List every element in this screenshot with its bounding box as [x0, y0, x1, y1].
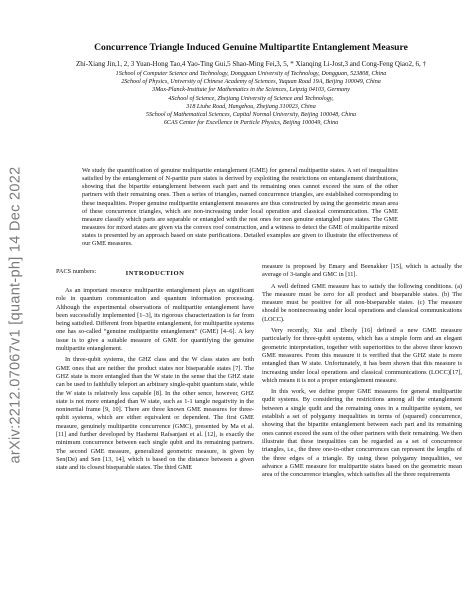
paragraph: In three-qubit systems, the GHZ class and the W class states are both GME ones that are neither the product states nor biseparable states [7]. The GHZ state is more entangled than the W state in the sense that the GHZ state can be used to faithfully teleport an arbitrary single-qubit quantum state, while the W state is relatively less capable [8]. In the other sence, however, GHZ state is not more entangled than W state, such as 1-1 tangle negativity in the noninertial frame [9, 10]. There are three known GME measures for three-qubit systems, which are either equivalent or dependent. The first GME measure, genuinely multipartite concurrence (GMC), presented by Ma et al. [11] and further developed by Hashemi Rafsanjani et al. [12], is exactly the minimum concurrence between each single qubit and its remaining partners. The second GME measure, generalized geometric measure, is given by Sen(De) and Sen [13, 14], which is based on the distance between a given state and its closest biseparable states. The third GME [56, 356, 254, 472]
affiliation-2: 2School of Physics, University of Chinese Academy of Sciences, Yuquan Road 19A, Beijing 100049, China [121, 79, 381, 86]
affiliation-5: 5School of Mathematical Sciences, Capital Normal University, Beijing 100048, China [145, 112, 357, 119]
paragraph: As an important resource multipartite entanglement plays an significant role in quantum communication and quantum information processing. Although the experimental observations of multipartite entanglement have been successfully implemented [1–3], its rigorous characterization is far from being satisfied. Different from bipartite entanglement, for multipartite systems one has so-called “genuine multipartite entanglement” (GME) [4–6]. A key issue is to give a suitable measure of GME for quantifying the genuine multipartite entanglement. [56, 287, 254, 353]
affiliation-3: 3Max-Planck-Institute for Mathematics in the Sciences, Leipzig 04103, Germany [152, 87, 350, 94]
affiliation-4-address: 318 Liuhe Road, Hangzhou, Zhejiang 310023, China [186, 103, 316, 110]
section-heading-introduction: INTRODUCTION [125, 270, 185, 277]
author-list: Zhi-Xiang Jin,1, 2, 3 Yuan-Hong Tao,4 Yao-Ting Gui,5 Shao-Ming Fei,3, 5, * Xianqing Li-Jost,3 and Cong-Feng Qiao2, 6, † [75, 60, 427, 68]
abstract: We study the quantification of genuine multipartite entanglement (GME) for general multipartite states. A set of inequalities satisfied by the entanglement of N-partite pure states is derived by exploiting the restrictions on entanglement distributions, showing that the bipartite entanglement between each part and its remaining ones cannot exceed the sum of the other partners with their remaining ones. Then a series of triangles, named concurrence triangles, are established corresponding to these inequalities. Proper genuine multipartite entanglement measures are thus constructed by using the geometric mean area of these concurrence triangles, which are non-increasing under local operation and classical communication. The GME measure classify which parts are separable or entangled with the rest ones for non genuine entangled pure states. The GME measures for mixed states are given via the convex roof construction, and a witness to detect the GME of multipartite mixed states is presented by an approach based on state purifications. Detailed examples are given to illustrate the effectiveness of our GME measures. [82, 167, 398, 248]
arxiv-identifier-text: arXiv:2212.07067v1 [quant-ph] 14 Dec 2022 [7, 166, 23, 464]
affiliation-6: 6CAS Center for Excellence in Particle Physics, Beijing 100049, China [163, 120, 339, 127]
paragraph: A well defined GME measure has to satisfy the following conditions. (a) The measure must be zero for all product and biseparable states. (b) The measure must be positive for all non-biseparable states. (c) The measure should be noninecreasing under local operations and classical communications (LOCC). [262, 282, 462, 323]
right-column [262, 263, 462, 482]
affiliations [40, 70, 462, 127]
paper-title: Concurrence Triangle Induced Genuine Multipartite Entanglement Measure [94, 42, 408, 53]
left-column [56, 263, 254, 476]
pacs-numbers: PACS numbers: [56, 268, 97, 275]
arxiv-identifier [3, 150, 27, 480]
affiliation-1: 1School of Computer Science and Technology, Dongguan University of Technology, Dongguan, 523808, China [115, 71, 387, 77]
affiliation-4: 4School of Science, Zhejiang University of Science and Technology, [168, 95, 334, 102]
paragraph: Very recently, Xie and Eberly [16] defined a new GME measure particularly for three-qubit systems, which has a simple form and an elegant geometric interpretation, together with superiorities to the above three known GME measures. From this measure it is verified that the GHZ state is more entangled than W state. Unfortunately, it has been shown that this measure is increasing under local operations and classical communications (LOCC)[17], which means it is not a proper entanglement measure. [262, 327, 462, 384]
paragraph: In this work, we define proper GME measures for general multipartite qudit systems. By considering the restrictions among all the entanglement between a single qudit and the remaining ones in a multipartite system, we establish a set of polygamy inequalities in terms of (squared) concurrence, showing that the bipartite entanglement between each part and its remaining ones cannot exceed the sum of the other partners with their remaining. We then illustrate that these inequalities can be regarded as a set of concurrence triangles, i.e., the three one-to-other concurrences can represent the lengths of the three edges of a triangle. By using these polygamy inequalities, we advance a GME measure for multipartite states based on the geometric mean area of the concurrence triangles, which satisfies all the three requirements [262, 388, 462, 479]
paragraph: measure is proposed by Emary and Beenakker [15], which is actually the average of 3-tangle and GMC in [11]. [262, 263, 462, 279]
